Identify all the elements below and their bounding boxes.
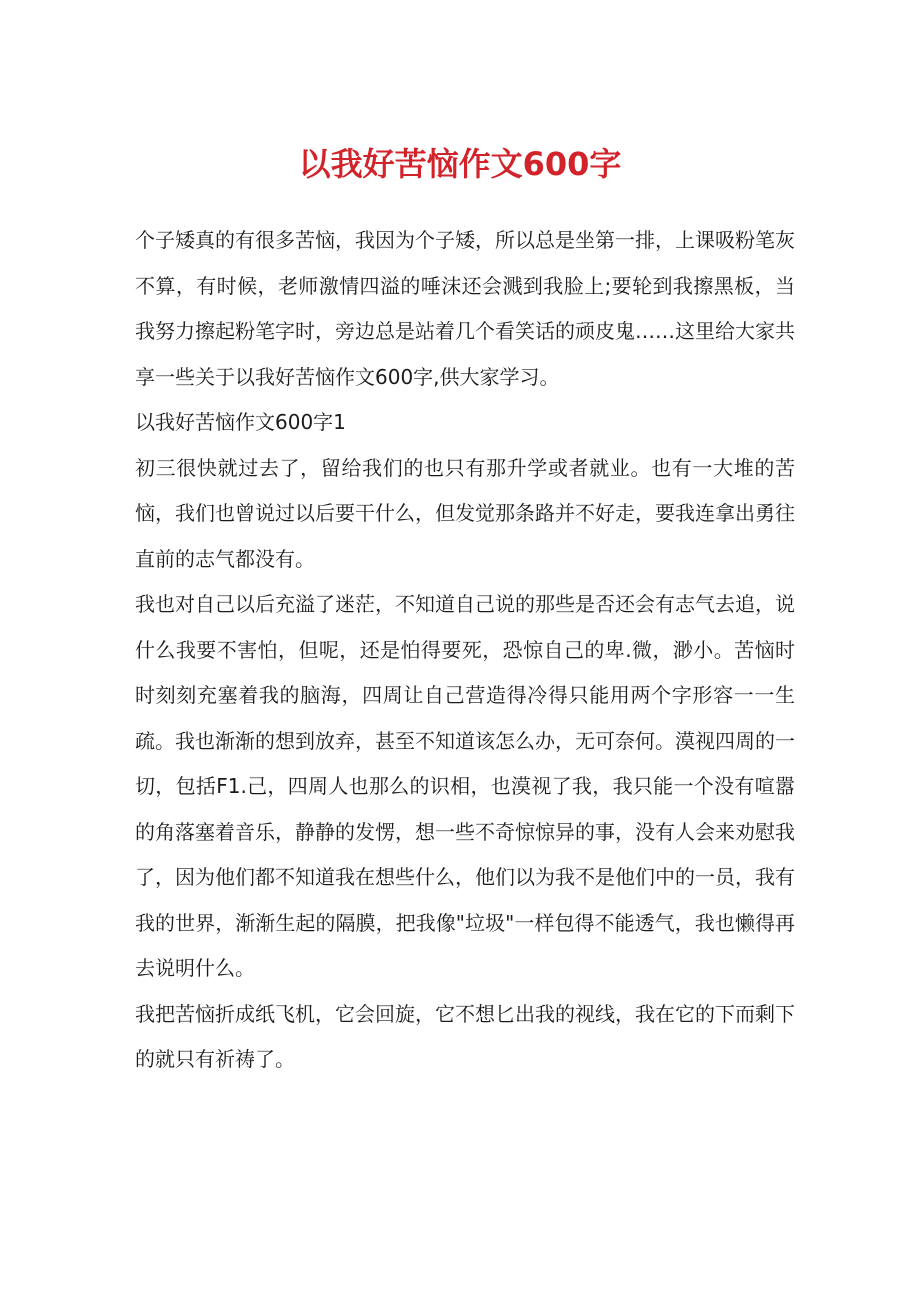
page-title: 以我好苦恼作文600字 xyxy=(298,145,622,183)
paragraph-intro: 个子矮真的有很多苦恼，我因为个子矮，所以总是坐第一排，上课吸粉笔灰不算，有时候，老师激情四溢的唾沫还会溅到我脸上;要轮到我擦黑板，当我努力擦起粉笔字时，旁边总是站着几个看笑话的顽皮鬼……这里给大家共享一些关于以我好苦恼作文600字,供大家学习。 xyxy=(135,228,795,389)
section-heading: 以我好苦恼作文600字1 xyxy=(135,410,346,434)
article-body xyxy=(135,218,795,1083)
paragraph-3: 我也对自己以后充溢了迷茫，不知道自己说的那些是否还会有志气去追，说什么我要不害怕，但呢，还是怕得要死，恐惊自己的卑.微，渺小。苦恼时时刻刻充塞着我的脑海，四周让自己营造得冷得只能用两个字形容一一生疏。我也渐渐的想到放弃，甚至不知道该怎么办，无可奈何。漠视四周的一切，包括F1.己，四周人也那么的识相，也漠视了我，我只能一个没有喧嚣的角落塞着音乐，静静的发愣，想一些不奇惊惊异的事，没有人会来劝慰我了，因为他们都不知道我在想些什么，他们以为我不是他们中的一员，我有我的世界，渐渐生起的隔膜，把我像"垃圾"一样包得不能透气，我也懒得再去说明什么。 xyxy=(135,592,795,980)
paragraph-4: 我把苦恼折成纸飞机，它会回旋，它不想匕出我的视线，我在它的下而剩下的就只有祈祷了。 xyxy=(135,1001,795,1071)
paragraph-2: 初三很快就过去了，留给我们的也只有那升学或者就业。也有一大堆的苦恼，我们也曾说过以后要干什么，但发觉那条路并不好走，要我连拿出勇往直前的志气都没有。 xyxy=(135,455,795,571)
